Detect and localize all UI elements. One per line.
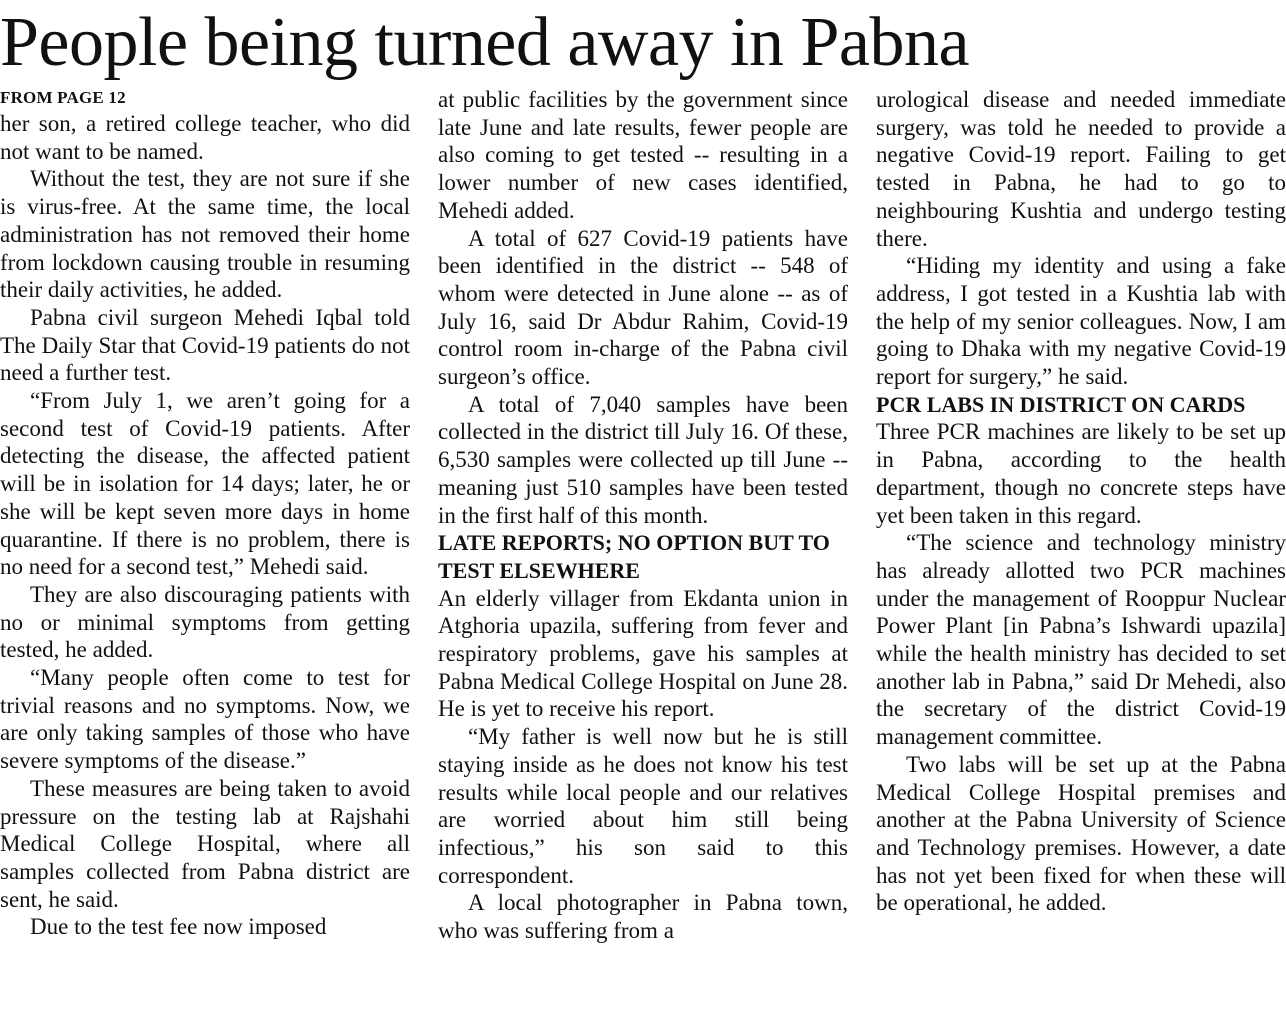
paragraph: Two labs will be set up at the Pabna Medical College Hospital premises and another at the Pabna University of Science and Technology premises. However, a date has not yet been fixed for when these will be operational, he added. bbox=[876, 751, 1286, 916]
paragraph: Pabna civil surgeon Mehedi Iqbal told The Daily Star that Covid-19 patients do not need a further test. bbox=[0, 304, 410, 386]
paragraph: “My father is well now but he is still staying inside as he does not know his test results while local people and our relatives are worried about him still being infectious,” his son said to this correspondent. bbox=[438, 724, 848, 888]
paragraph: An elderly villager from Ekdanta union in Atghoria upazila, suffering from fever and respiratory problems, gave his samples at Pabna Medical College Hospital on June 28. He is yet to receive his report. bbox=[438, 585, 848, 722]
paragraph: Due to the test fee now imposed bbox=[30, 914, 327, 940]
paragraph: “Many people often come to test for trivial reasons and no symptoms. Now, we are only taking samples of those who have severe symptoms of the disease.” bbox=[0, 665, 410, 774]
paragraph: “The science and technology ministry has already allotted two PCR machines under the management of Rooppur Nuclear Power Plant [in Pabna’s Ishwardi upazila] while the health ministry has decided to set another lab in Pabna,” said Dr Mehedi, also the secretary of the district Covid-19 management committee. bbox=[876, 530, 1286, 750]
paragraph: They are also discouraging patients with no or minimal symptoms from getting tested, he added. bbox=[0, 581, 410, 663]
article-column-2 bbox=[438, 86, 848, 1031]
paragraph: urological disease and needed immediate surgery, was told he needed to provide a negative Covid-19 report. Failing to get tested in Pabna, he had to go to neighbouring Kushtia and undergo testing there. bbox=[876, 87, 1286, 251]
paragraph: “Hiding my identity and using a fake address, I got tested in a Kushtia lab with the help of my senior colleagues. Now, I am going to Dhaka with my negative Covid-19 report for surgery,” he said. bbox=[876, 253, 1286, 390]
subheading: LATE REPORTS; NO OPTION BUT TO TEST ELSEWHERE bbox=[438, 530, 830, 583]
paragraph: These measures are being taken to avoid pressure on the testing lab at Rajshahi Medical College Hospital, where all samples collected from Pabna district are sent, he said. bbox=[0, 775, 410, 912]
article-column-1 bbox=[0, 86, 410, 1031]
paragraph: A total of 627 Covid-19 patients have been identified in the district -- 548 of whom were detected in June alone -- as of July 16, said Dr Abdur Rahim, Covid-19 control room in-charge of the Pabna civil surgeon’s office. bbox=[438, 225, 848, 390]
headline: People being turned away in Pabna bbox=[0, 4, 970, 81]
paragraph: “From July 1, we aren’t going for a second test of Covid-19 patients. After detecting the disease, the affected patient will be in isolation for 14 days; later, he or she will be kept seven more days in home quarantine. If there is no problem, there is no need for a second test,” Mehedi said. bbox=[0, 388, 410, 580]
paragraph: Without the test, they are not sure if she is virus-free. At the same time, the local administration has not removed their home from lockdown causing trouble in resuming their daily activities, he added. bbox=[0, 166, 410, 303]
paragraph: A local photographer in Pabna town, who was suffering from a bbox=[438, 890, 848, 944]
paragraph: A total of 7,040 samples have been collected in the district till July 16. Of these, 6,530 samples were collected up till June -- meaning just 510 samples have been tested in the first half of this month. bbox=[438, 391, 848, 528]
paragraph: Three PCR machines are likely to be set up in Pabna, according to the health department, though no concrete steps have yet been taken in this regard. bbox=[876, 419, 1286, 528]
jump-line: FROM PAGE 12 bbox=[0, 88, 126, 107]
article-column-3 bbox=[876, 86, 1286, 1031]
paragraph: her son, a retired college teacher, who did not want to be named. bbox=[0, 111, 410, 164]
paragraph: at public facilities by the government since late June and late results, fewer people are also coming to get tested -- resulting in a lower number of new cases identified, Mehedi added. bbox=[438, 87, 848, 223]
subheading: PCR LABS IN DISTRICT ON CARDS bbox=[876, 391, 1246, 417]
